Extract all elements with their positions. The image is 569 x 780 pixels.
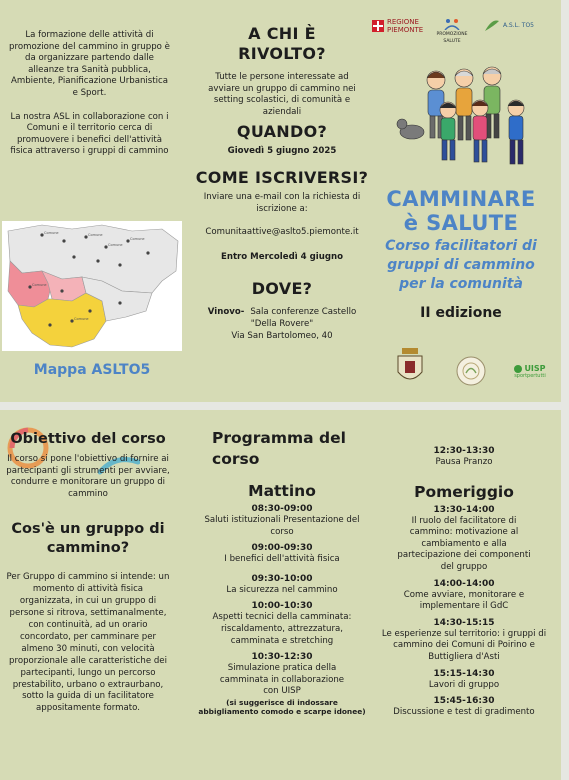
program-afternoon-column (374, 446, 554, 724)
morning-sessions (196, 504, 368, 716)
where-heading: DOVE? (251, 279, 313, 299)
morning-note: (si suggerisce di indossare abbigliamento comodo e scarpe idonee) (198, 697, 366, 716)
session-text: Lavori di gruppo (428, 679, 500, 690)
objective-text: Il corso si pone l'obiettivo di fornire ai partecipanti gli strumenti per avviare, condurre e monitorare un gruppo di cammino (6, 454, 170, 499)
regione-shield-icon (372, 20, 384, 32)
session-text: Simulazione pratica della camminata in collaborazione con UISP (219, 663, 345, 697)
session-time: 14:00-14:00 (433, 578, 495, 589)
svg-text:Comune: Comune (74, 317, 89, 321)
register-text: Inviare una e-mail con la richiesta di iscrizione a: (203, 191, 361, 214)
svg-text:Comune: Comune (32, 283, 47, 287)
session-text: Discussione e test di gradimento (393, 707, 535, 718)
map-caption: Mappa ASLTO5 (33, 362, 151, 378)
where-line2: "Della Rovere" (250, 318, 314, 329)
circle-badge-logo (456, 356, 486, 390)
crest-icon (396, 348, 424, 388)
bottom-panel (0, 410, 561, 780)
afternoon-sessions (374, 505, 554, 719)
morning-session (196, 601, 368, 647)
intro-paragraph-2: La nostra ASL in collaborazione con i Comuni e il territorio cerca di promuovere i benefici dell'attività fisica attraverso i gruppi di cammino (10, 111, 169, 157)
where-line3: Via San Bartolomeo, 40 (231, 330, 333, 341)
comune-crest-logo (396, 348, 424, 392)
session-time: 13:30-14:00 (433, 504, 495, 515)
session-text: Saluti istituzionali Presentazione del corso (204, 515, 360, 537)
session-text: Come avviare, monitorare e implementare il GdC (403, 589, 525, 612)
asl-to5-logo: A.S.L. TO5 (484, 18, 534, 32)
when-heading: QUANDO? (236, 122, 328, 142)
session-time: 08:30-09:00 (251, 504, 313, 514)
walking-family-icon (392, 64, 548, 174)
afternoon-session (374, 505, 554, 574)
walking-family-illustration (392, 64, 548, 174)
intro-paragraph-1: La formazione delle attività di promozione del cammino in gruppo è da organizzare partendo dalle alleanze tra Sanità pubblica, Ambiente, Pianificazione Urbanistica e Sport. (9, 30, 170, 98)
promozione-figures-icon (444, 18, 460, 30)
session-time: 15:45-16:30 (433, 696, 495, 707)
asl-leaf-icon (484, 18, 500, 32)
session-time: 10:00-10:30 (251, 601, 313, 612)
title-line-1: CAMMINARE (386, 187, 536, 211)
regione-piemonte-logo: REGIONE PIEMONTE (372, 18, 435, 34)
middle-column (192, 24, 372, 342)
map-illustration (2, 221, 182, 351)
subtitle-line-1: Corso facilitatori di (385, 238, 537, 254)
session-time: 14:30-15:15 (433, 617, 495, 628)
session-text: Le esperienze sul territorio: i gruppi di cammino dei Comuni di Poirino e Buttigliera d'Asti (381, 628, 547, 662)
title-block (370, 187, 552, 322)
afternoon-session (374, 579, 554, 613)
badge-icon (456, 356, 486, 386)
afternoon-session (374, 669, 554, 692)
session-time: 09:30-10:00 (251, 573, 313, 584)
when-date: Giovedì 5 giugno 2025 (227, 146, 337, 157)
session-time: 10:30-12:30 (251, 652, 313, 663)
objective-heading: Obiettivo del corso (10, 431, 166, 447)
session-text: I benefici dell'attività fisica (224, 554, 340, 565)
what-heading: Cos'è un gruppo di cammino? (11, 521, 165, 557)
edition: II edizione (420, 305, 502, 321)
afternoon-label: Pomeriggio (414, 482, 514, 501)
morning-session (196, 543, 368, 566)
uisp-logo: UISP sportpertutti (514, 364, 546, 379)
register-heading: COME ISCRIVERSI? (195, 167, 369, 187)
morning-session (196, 574, 368, 597)
session-text: Il ruolo del facilitatore di cammino: motivazione al cambiamento e alla partecipazione dei componenti del gruppo (397, 515, 531, 572)
where-line1: Sala conferenze Castello (250, 307, 357, 318)
session-time: 15:15-14:30 (433, 668, 495, 679)
svg-text:Comune: Comune (88, 233, 103, 237)
afternoon-session (374, 696, 554, 719)
title-line-2: è SALUTE (403, 211, 519, 235)
morning-session (196, 652, 368, 698)
uisp-mark-icon (514, 365, 522, 373)
morning-label: Mattino (248, 482, 316, 500)
lunch-time: 12:30-13:30 (433, 446, 495, 456)
subtitle-line-3: per la comunità (399, 276, 523, 292)
who-text: Tutte le persone interessate ad avviare un gruppo di cammino nei setting scolastici, di comunità e aziendali (208, 72, 356, 117)
register-deadline: Entro Mercoledì 4 giugno (220, 251, 344, 262)
lunch-text: Pausa Pranzo (435, 457, 493, 467)
subtitle-line-2: gruppi di cammino (387, 257, 535, 273)
svg-text:Comune: Comune (44, 231, 59, 235)
afternoon-session (374, 618, 554, 664)
where-address (192, 307, 372, 342)
intro-text (8, 30, 171, 158)
svg-text:Comune: Comune (108, 243, 123, 247)
morning-session (196, 504, 368, 538)
svg-text:Comune: Comune (130, 237, 145, 241)
what-text: Per Gruppo di cammino si intende: un momento di attività fisica organizzata, in cui un gruppo di persone si ritrova, settimanalmente, con continuità, ad un orario concordato, per camminare per almeno 30 minuti, con velocità proporzionale alle caratteristiche dei partecipanti, lungo un percorso prestabilito, urbano o extraurbano, sotto la guida di un facilitatore appositamente formato. (6, 572, 170, 714)
session-text: Aspetti tecnici della camminata: riscaldamento, attrezzatura, camminata e stretching (212, 612, 352, 646)
left-column (6, 430, 170, 715)
session-time: 09:00-09:30 (251, 543, 313, 554)
promozione-salute-logo: PROMOZIONE SALUTE (432, 18, 472, 45)
register-email[interactable]: Comunitaattive@aslto5.piemonte.it (205, 227, 359, 238)
where-town: Vinovo- (207, 307, 245, 318)
session-text: La sicurezza nel cammino (226, 584, 338, 595)
who-heading: A CHI È RIVOLTO? (238, 24, 326, 63)
program-heading: Programma del corso (212, 429, 346, 468)
map-aslto5 (2, 221, 182, 351)
program-morning-column (196, 428, 368, 716)
